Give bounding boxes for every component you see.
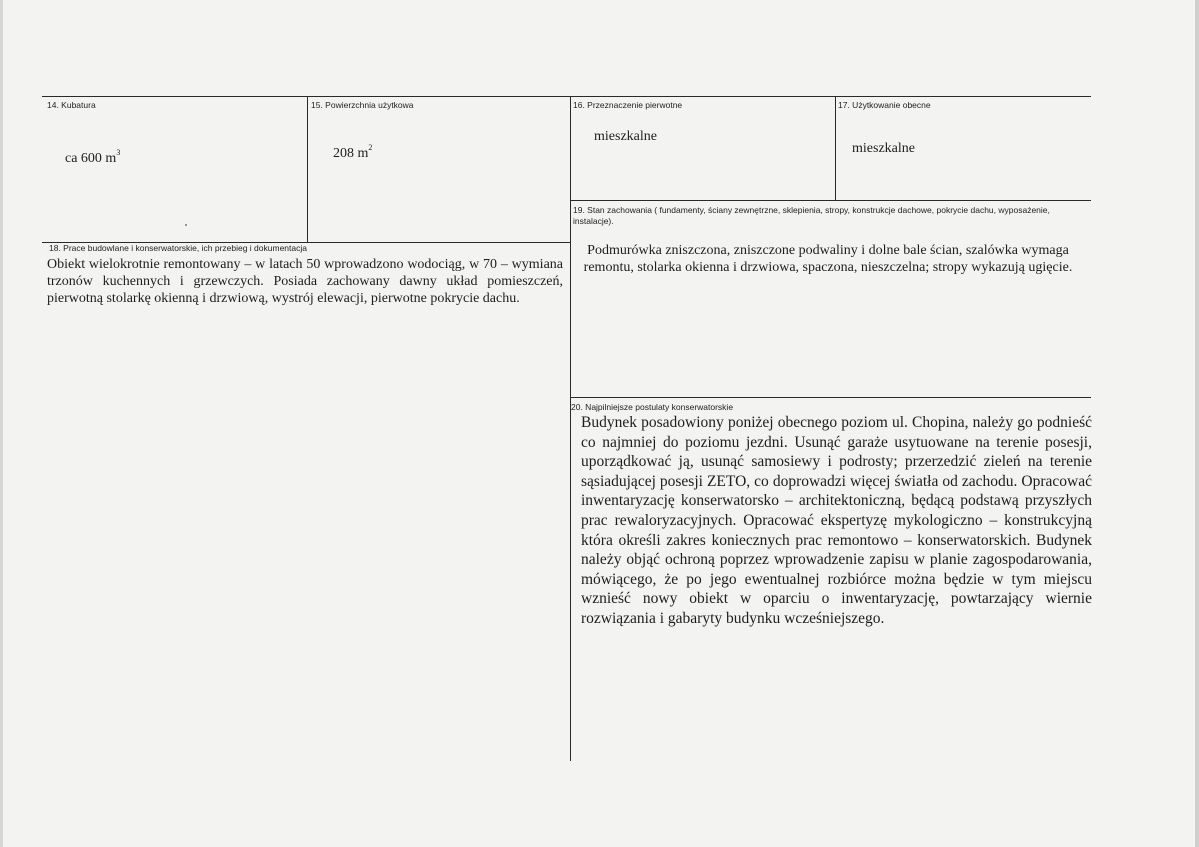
field-17-label: 17. Użytkowanie obecne — [838, 100, 931, 110]
scan-edge-right — [1195, 0, 1199, 847]
field-18-label: 18. Prace budowlane i konserwatorskie, ich przebieg i dokumentacja — [49, 243, 307, 253]
divider-15-16 — [570, 96, 571, 761]
field-15-value-text: 208 m — [333, 146, 369, 161]
divider-14-15 — [307, 96, 308, 242]
field-16-label: 16. Przeznaczenie pierwotne — [573, 100, 683, 110]
field-15-unit-exponent: 2 — [368, 143, 373, 152]
field-17-value: mieszkalne — [852, 141, 915, 156]
rule-above-20 — [570, 397, 1091, 398]
field-14-value-text: ca 600 m — [65, 151, 117, 166]
rule-above-19 — [570, 200, 1091, 201]
field-20-text: Budynek posadowiony poniżej obecnego poziom ul. Chopina, należy go podnieść co najmniej do poziomu jezdni. Usunąć garaże usytuowane na terenie posesji, uporządkować ją, usunąć samosiewy i podrosty; przerzedzić zieleń na terenie sąsiadującej posesji ZETO, co doprowadzi więcej światła od zachodu. Opracować inwentaryzację konserwatorsko – architektoniczną, będącą podstawą przyszłych prac rewaloryzacyjnych. Opracować ekspertyzę mykologiczno – konstrukcyjną która określi zakres koniecznych prac remontowo – konserwatorskich. Budynek należy objąć ochroną poprzez wprowadzenie zapisu w planie zagospodarowania, mówiącego, że po jego ewentualnej rozbiórce można będzie w tym miejscu wznieść nowy obiekt w oparciu o inwentaryzację, powtarzający wiernie rozwiązania i gabaryty budynku wcześniejszego. — [581, 414, 1092, 627]
field-15-value — [333, 145, 372, 162]
field-14-value — [65, 150, 120, 167]
field-19-text: Podmurówka zniszczona, zniszczone podwaliny i dolne bale ścian, szalówka wymaga remontu, stolarka okienna i drzwiowa, spaczona, nieszczelna; stropy wykazują ugięcie. — [583, 243, 1073, 275]
field-14-unit-exponent: 3 — [116, 148, 121, 157]
field-16-value: mieszkalne — [594, 129, 657, 144]
divider-16-17 — [835, 96, 836, 200]
field-18-text: Obiekt wielokrotnie remontowany – w latach 50 wprowadzono wodociąg, w 70 – wymiana trzonów kuchennych i grzewczych. Posiada zachowany dawny układ pomieszczeń, pierwotną stolarkę okienną i drzwiową, wystrój elewacji, pierwotne pokrycie dachu. — [47, 257, 563, 306]
field-19-label: 19. Stan zachowania ( fundamenty, ściany zewnętrzne, sklepienia, stropy, konstrukcje dachowe, pokrycie dachu, wyposażenie, instalacje). — [573, 205, 1050, 226]
scan-edge-left — [0, 0, 3, 847]
field-14-label: 14. Kubatura — [47, 100, 96, 110]
field-20-label: 20. Najpilniejsze postulaty konserwatorskie — [571, 402, 734, 412]
top-rule — [42, 96, 1091, 97]
field-15-label: 15. Powierzchnia użytkowa — [311, 100, 414, 110]
scan-speck — [185, 224, 187, 226]
